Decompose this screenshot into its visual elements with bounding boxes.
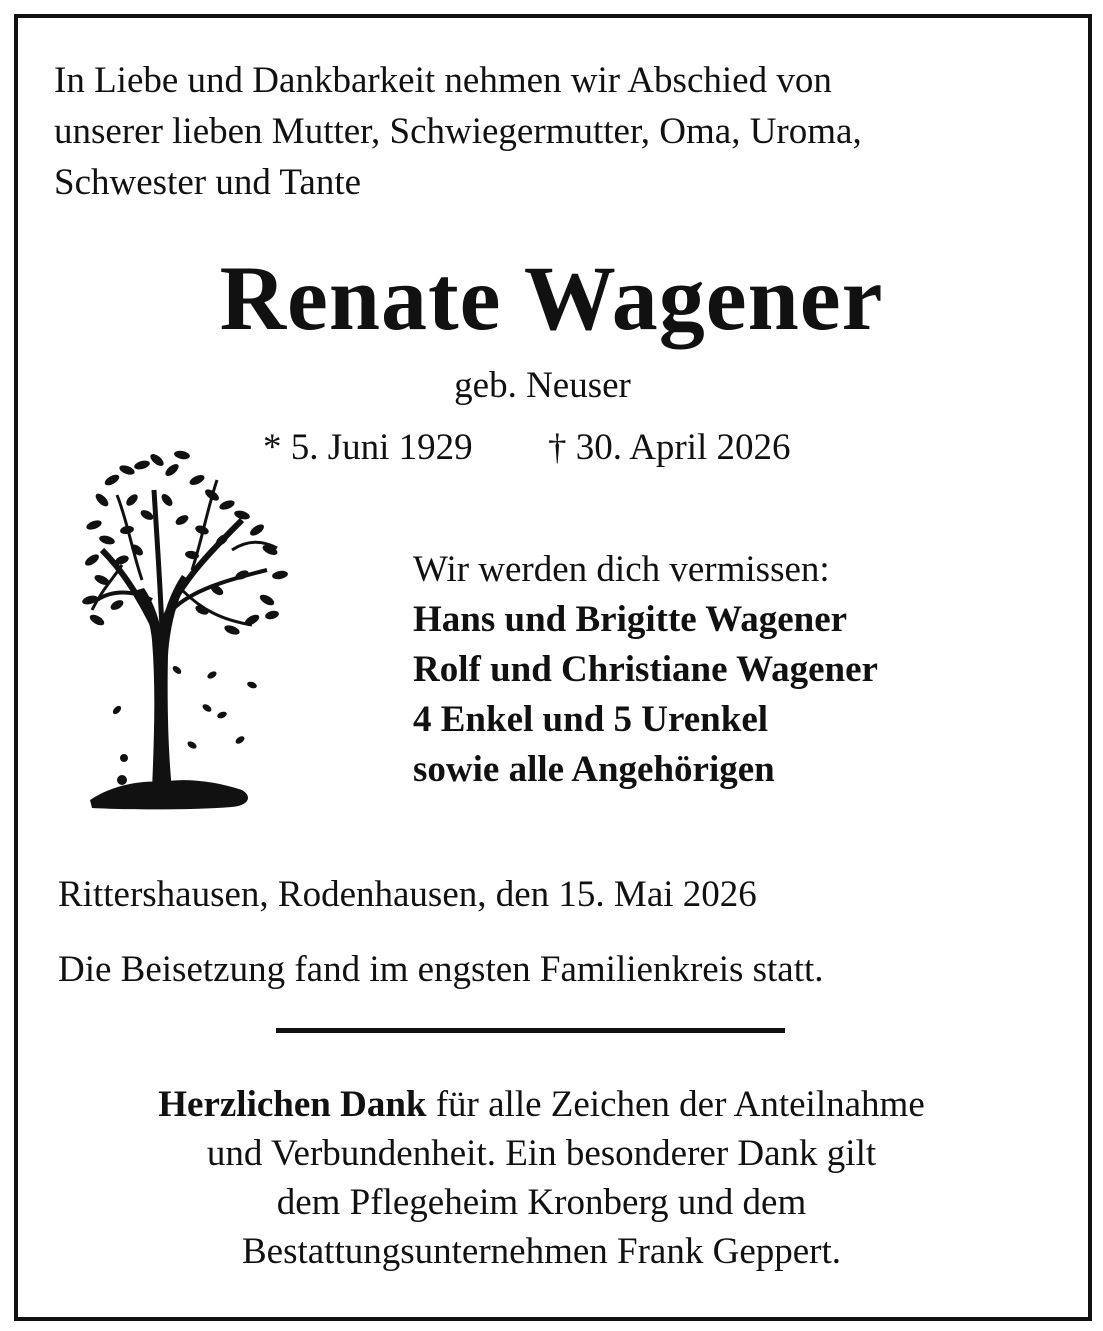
- place-and-date: Rittershausen, Rodenhausen, den 15. Mai 2026: [58, 874, 757, 915]
- thanks-line: Bestattungsunternehmen Frank Geppert.: [241, 1231, 842, 1272]
- mourner-name: sowie alle Angehörigen: [413, 749, 775, 790]
- divider-line: [276, 1028, 785, 1033]
- burial-note: Die Beisetzung fand im engsten Familienkreis statt.: [58, 949, 824, 990]
- maiden-name: geb. Neuser: [454, 365, 631, 406]
- death-date: † 30. April 2026: [548, 427, 791, 468]
- thanks-bold-lead: Herzlichen Dank: [158, 1084, 427, 1125]
- thanks-line: [0, 1080, 1083, 1129]
- intro-line: unserer lieben Mutter, Schwiegermutter, Oma, Uroma,: [54, 111, 862, 152]
- mourners-lead: Wir werden dich vermissen:: [413, 549, 830, 590]
- thanks-line: und Verbundenheit. Ein besonderer Dank gilt: [206, 1133, 877, 1174]
- mourner-name: Rolf und Christiane Wagener: [413, 649, 878, 690]
- mourner-name: Hans und Brigitte Wagener: [413, 599, 848, 640]
- deceased-name: Renate Wagener: [219, 247, 884, 349]
- thanks-block: [0, 1080, 1083, 1276]
- birth-date: * 5. Juni 1929: [263, 427, 473, 468]
- thanks-line: dem Pflegeheim Kronberg und dem: [276, 1182, 807, 1223]
- tree-with-falling-leaves-icon: [82, 440, 292, 825]
- mourners-block: [413, 545, 878, 795]
- intro-line: In Liebe und Dankbarkeit nehmen wir Abschied von: [54, 60, 832, 101]
- mourner-name: 4 Enkel und 5 Urenkel: [413, 699, 769, 740]
- thanks-line-rest: für alle Zeichen der Anteilnahme: [426, 1084, 925, 1125]
- intro-line: Schwester und Tante: [54, 162, 362, 203]
- intro-text: [54, 55, 1044, 208]
